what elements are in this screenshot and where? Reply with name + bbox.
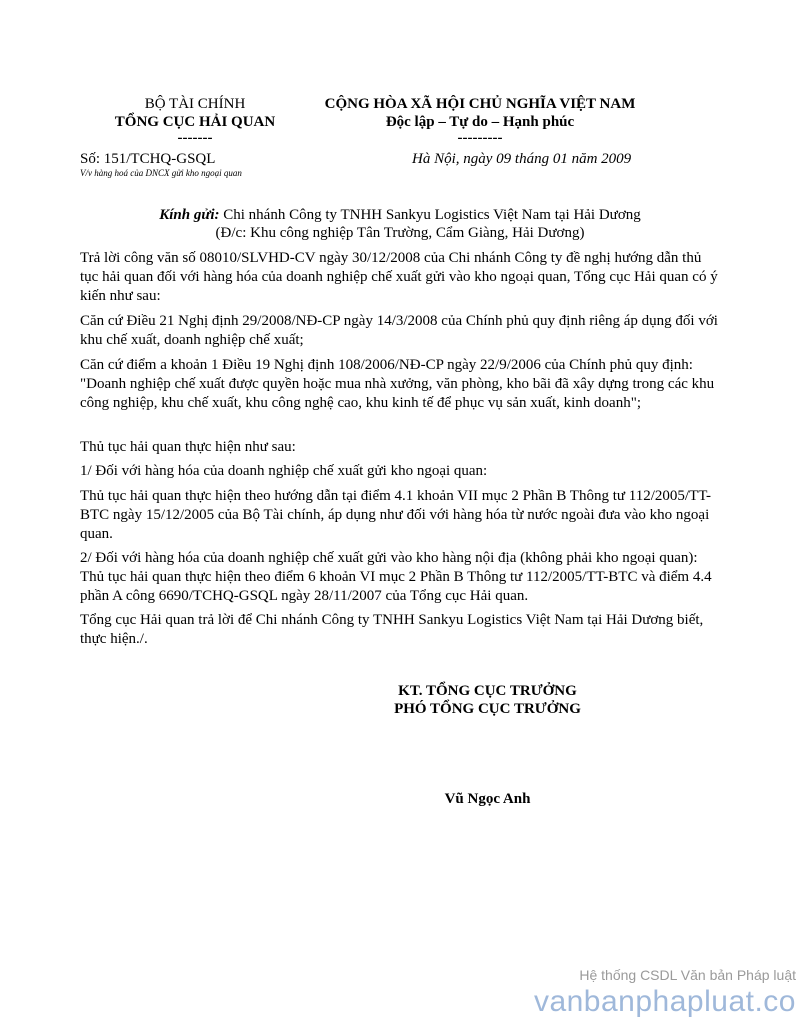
national-motto: Độc lập – Tự do – Hạnh phúc	[385, 114, 575, 130]
body-paragraph-4: Thủ tục hải quan thực hiện như sau:	[80, 439, 296, 455]
recipient-name: Chi nhánh Công ty TNHH Sankyu Logistics Việt Nam tại Hải Dương	[219, 207, 641, 223]
recipient-address: (Đ/c: Khu công nghiệp Tân Trường, Cẩm Giàng, Hải Dương)	[215, 225, 585, 241]
place-date: Hà Nội, ngày 09 tháng 01 năm 2009	[412, 151, 632, 167]
recipient-line	[80, 206, 720, 224]
document-subject: V/v hàng hoá của DNCX gửi kho ngoại quan	[80, 168, 242, 178]
country-name: CỘNG HÒA XÃ HỘI CHỦ NGHĨA VIỆT NAM	[324, 96, 636, 112]
body-paragraph-6: Thủ tục hải quan thực hiện theo hướng dẫn tại điểm 4.1 khoản VII mục 2 Phần B Thông tư 112/2005/TT-BTC ngày 15/12/2005 của Bộ Tài chính, áp dụng như đối với hàng hóa từ nước ngoài đưa vào kho ngoại quan.	[80, 488, 711, 542]
header-left-separator: -------	[177, 130, 213, 146]
watermark-line-1: Hệ thống CSDL Văn bản Pháp luật	[579, 967, 796, 983]
watermark-line-2: vanbanphapluat.co	[533, 985, 796, 1018]
recipient-label: Kính gửi:	[159, 207, 220, 223]
signature-block	[370, 682, 605, 718]
body-paragraph-7: 2/ Đối với hàng hóa của doanh nghiệp chế xuất gửi vào kho hàng nội địa (không phải kho ngoại quan): Thủ tục hải quan thực hiện theo điểm 6 khoản VI mục 2 Phần B Thông tư 112/2005/TT-BTC và điểm 4.4 phần A công 6690/TCHQ-GSQL ngày 28/11/2007 của Tổng cục Hải quan.	[80, 550, 712, 604]
body-paragraph-1: Trả lời công văn số 08010/SLVHD-CV ngày 30/12/2008 của Chi nhánh Công ty đề nghị hướng dẫn thủ tục hải quan đối với hàng hóa của doanh nghiệp chế xuất gửi vào kho ngoại quan, Tổng cục Hải quan có ý kiến như sau:	[80, 250, 718, 304]
department-name: TỔNG CỤC HẢI QUAN	[114, 114, 276, 130]
signature-title-1: KT. TỔNG CỤC TRƯỞNG	[398, 683, 577, 699]
body-paragraph-3: Căn cứ điểm a khoản 1 Điều 19 Nghị định 108/2006/NĐ-CP ngày 22/9/2006 của Chính phủ quy định: "Doanh nghiệp chế xuất được quyền hoặc mua nhà xưởng, văn phòng, kho bãi đã xây dựng trong các khu công nghiệp, khu chế xuất, khu công nghệ cao, khu kinh tế để phục vụ sản xuất, kinh doanh";	[80, 357, 715, 411]
header-right-separator: ---------	[457, 130, 503, 146]
body-paragraph-2: Căn cứ Điều 21 Nghị định 29/2008/NĐ-CP ngày 14/3/2008 của Chính phủ quy định riêng áp dụng đối với khu chế xuất, doanh nghiệp chế xuất;	[80, 313, 718, 348]
signer-name: Vũ Ngọc Anh	[444, 791, 531, 807]
ministry-name: BỘ TÀI CHÍNH	[144, 96, 246, 112]
header-left	[80, 95, 310, 145]
signature-title-2: PHÓ TỔNG CỤC TRƯỞNG	[394, 701, 581, 717]
body-paragraph-5: 1/ Đối với hàng hóa của doanh nghiệp chế xuất gửi kho ngoại quan:	[80, 463, 488, 479]
header-right	[300, 95, 660, 145]
document-number: Số: 151/TCHQ-GSQL	[80, 151, 216, 167]
recipient-block	[80, 206, 720, 242]
body-paragraph-8: Tổng cục Hải quan trả lời để Chi nhánh Công ty TNHH Sankyu Logistics Việt Nam tại Hải Dương biết, thực hiện./.	[80, 612, 704, 647]
